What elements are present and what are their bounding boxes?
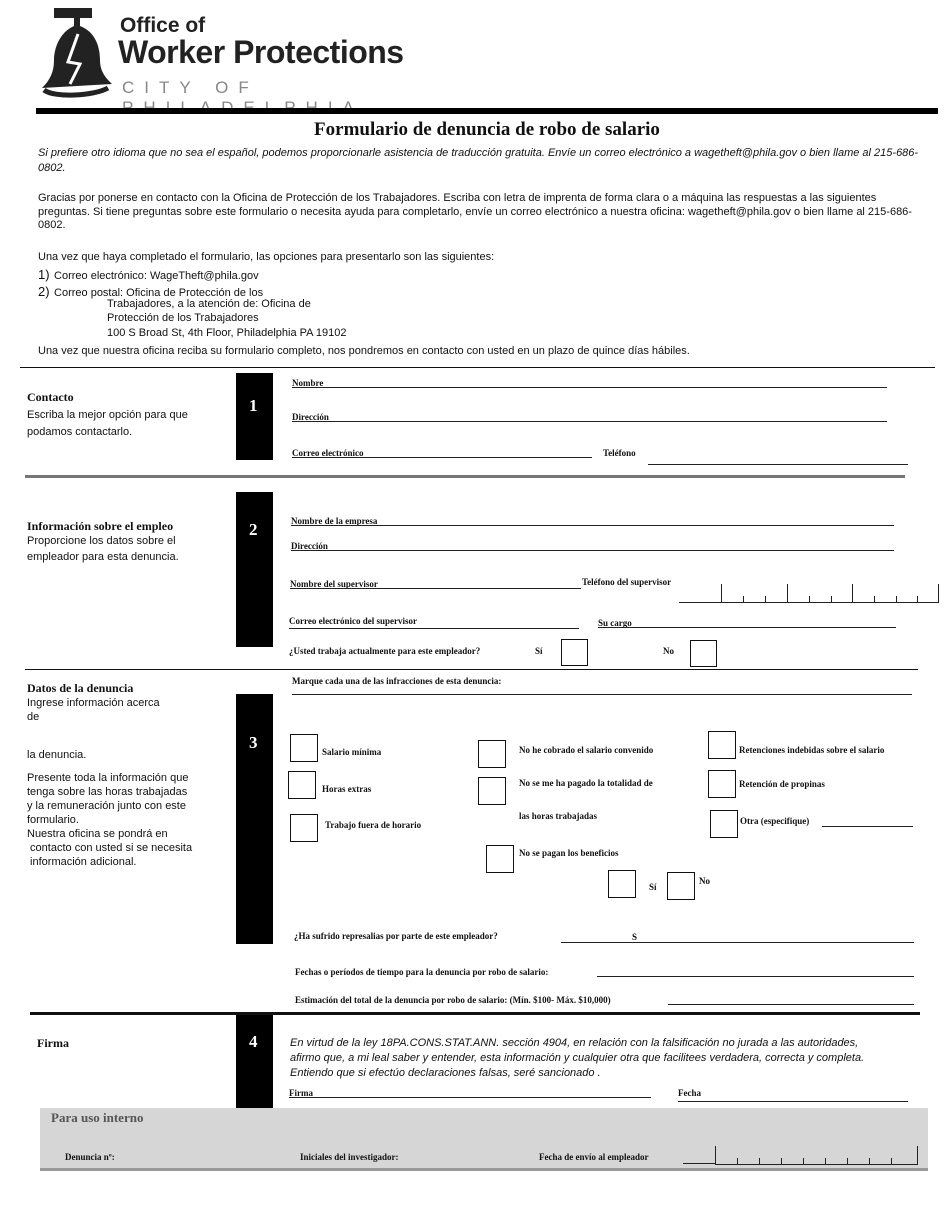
logo-worker-protections: Worker Protections (118, 34, 404, 70)
signature-field[interactable] (289, 1097, 651, 1098)
sent-date-lead (683, 1163, 715, 1164)
benefits-no-label: No (699, 876, 710, 886)
header-rule (36, 108, 938, 114)
translation-note: Si prefiere otro idioma que no sea el español, podemos proporcionarle asistencia de traducción gratuita. Envíe un correo electrónico a wagetheft@phila.gov o bien llame al 215-686-0802. (38, 147, 919, 174)
overtime-label: Horas extras (322, 784, 372, 794)
other-field[interactable] (822, 826, 913, 827)
benefits-label: No se pagan los beneficios (519, 848, 619, 858)
sent-date-field[interactable] (715, 1146, 918, 1165)
not-paid-hours-label-2: las horas trabajadas (519, 811, 598, 821)
supervisor-email-field[interactable] (289, 628, 579, 629)
divider (25, 475, 905, 478)
signature-label: Firma (289, 1088, 313, 1098)
supervisor-phone-label: Teléfono del supervisor (582, 577, 672, 587)
withheld-checkbox[interactable] (708, 731, 736, 759)
address-line-3: 100 S Broad St, 4th Floor, Philadelphia PA 19102 (107, 327, 347, 339)
benefits-checkbox[interactable] (486, 845, 514, 873)
section-3-desc: Ingrese información acerca de la denuncia. Presente toda la información que tenga sobre las horas trabajadas y la remuneración junto con este formulario. Nuestra oficina se pondrá en contacto con usted si se necesita información adicional. (27, 697, 193, 868)
not-paid-agreed-label: No he cobrado el salario convenido (519, 745, 654, 755)
section-2-desc: Proporcione los datos sobre el empleador para esta denuncia. (27, 535, 179, 563)
address-field[interactable] (292, 421, 887, 422)
investigator-label: Iniciales del investigador: (300, 1152, 399, 1162)
not-paid-hours-checkbox[interactable] (478, 777, 506, 805)
section-2-title: Información sobre el empleo (27, 519, 174, 533)
violations-instruction: Marque cada una de las infracciones de esta denuncia: (292, 676, 502, 686)
logo-office-of: Office of (120, 14, 206, 37)
violations-rule (292, 694, 912, 695)
company-field[interactable] (291, 525, 894, 526)
not-paid-hours-label: No se me ha pagado la totalidad de (519, 778, 653, 788)
min-wage-label: Salario mínima (322, 747, 382, 757)
name-field[interactable] (292, 387, 887, 388)
section-3-number: 3 (249, 733, 258, 752)
dates-field[interactable] (597, 976, 914, 977)
phone-label: Teléfono (603, 448, 636, 458)
employer-address-label: Dirección (291, 541, 328, 551)
option-email: 1) Correo electrónico: WageTheft@phila.gov (38, 267, 259, 282)
benefits-no-checkbox[interactable] (667, 872, 695, 900)
section-2-number: 2 (249, 520, 258, 539)
off-clock-label: Trabajo fuera de horario (325, 820, 422, 830)
name-label: Nombre (292, 378, 324, 388)
withheld-label: Retenciones indebidas sobre el salario (739, 745, 885, 755)
currently-employed-question: ¿Usted trabaja actualmente para este empleador? (289, 646, 481, 656)
sent-date-label: Fecha de envío al empleador (539, 1152, 649, 1162)
email-field[interactable] (292, 457, 592, 458)
not-paid-agreed-checkbox[interactable] (478, 740, 506, 768)
currently-yes-checkbox[interactable] (561, 639, 588, 666)
benefits-yes-label: Sí (649, 882, 657, 892)
section-1-number: 1 (249, 396, 258, 415)
tips-label: Retención de propinas (739, 779, 825, 789)
affirmation-text: En virtud de la ley 18PA.CONS.STAT.ANN. sección 4904, en relación con la falsificación no jurada a las autoridades, afirmo que, a mi leal saber y entender, esta información y cualquier otra que facilitees verdadera, correcta y completa. Entiendo que si efectúo declaraciones falsas, seré sancionado . (290, 1037, 865, 1079)
tips-checkbox[interactable] (708, 770, 736, 798)
benefits-yes-checkbox[interactable] (608, 870, 636, 898)
overtime-checkbox[interactable] (288, 771, 316, 799)
off-clock-checkbox[interactable] (290, 814, 318, 842)
section-2-bar (236, 492, 273, 647)
company-label: Nombre de la empresa (291, 516, 378, 526)
divider (20, 367, 935, 368)
followup-note: Una vez que nuestra oficina reciba su formulario completo, nos pondremos en contacto con usted en un plazo de quince días hábiles. (38, 345, 690, 357)
email-label: Correo electrónico (292, 448, 364, 458)
section-4-bar (236, 1015, 273, 1110)
section-4-title: Firma (37, 1036, 69, 1050)
date-label: Fecha (678, 1088, 701, 1098)
retaliation-question: ¿Ha sufrido represalias por parte de este empleador? (294, 931, 498, 941)
logo-city: CITY OF (122, 78, 259, 97)
other-checkbox[interactable] (710, 810, 738, 838)
section-3-bar (236, 694, 273, 944)
other-label: Otra (especifique) (740, 816, 810, 826)
role-label: Su cargo (598, 618, 632, 628)
section-1-title: Contacto (27, 390, 74, 404)
employer-address-field[interactable] (291, 550, 894, 551)
option-mail: 2) Correo postal: Oficina de Protección de los (38, 284, 264, 299)
estimate-field[interactable] (668, 1004, 914, 1005)
retaliation-field[interactable] (561, 942, 914, 943)
phone-field[interactable] (648, 464, 908, 465)
address-line-1: Trabajadores, a la atención de: Oficina de (107, 298, 311, 310)
address-label: Dirección (292, 412, 329, 422)
options-lead: Una vez que haya completado el formulario, las opciones para presentarlo son las siguientes: (38, 251, 495, 263)
page-title: Formulario de denuncia de robo de salario (314, 119, 660, 140)
supervisor-label: Nombre del supervisor (290, 579, 378, 589)
internal-use-title: Para uso interno (51, 1110, 144, 1125)
currently-no-label: No (663, 646, 674, 656)
role-field[interactable] (598, 627, 896, 628)
supervisor-email-label: Correo electrónico del supervisor (289, 616, 418, 626)
internal-use-panel (40, 1108, 928, 1171)
currently-no-checkbox[interactable] (690, 640, 717, 667)
complaint-number-label: Denuncia nº: (65, 1152, 115, 1162)
currently-yes-label: Sí (535, 646, 543, 656)
section-1-desc: Escriba la mejor opción para que podamos contactarlo. (27, 409, 188, 438)
section-4-number: 4 (249, 1032, 258, 1051)
supervisor-field[interactable] (290, 588, 581, 589)
retaliation-s: S (632, 932, 638, 942)
min-wage-checkbox[interactable] (290, 734, 318, 762)
estimate-label: Estimación del total de la denuncia por robo de salario: (Mín. $100- Máx. $10,000) (295, 995, 611, 1005)
section-3-title: Datos de la denuncia (27, 681, 134, 695)
divider (25, 669, 918, 670)
dates-label: Fechas o períodos de tiempo para la denuncia por robo de salario: (295, 967, 549, 977)
logo (34, 4, 504, 102)
liberty-bell-icon (34, 4, 120, 100)
section-1-bar (236, 373, 273, 460)
address-line-2: Protección de los Trabajadores (107, 312, 259, 324)
supervisor-phone-field[interactable] (679, 584, 939, 603)
intro-paragraph: Gracias por ponerse en contacto con la Oficina de Protección de los Trabajadores. Escriba con letra de imprenta de forma clara o a máquina las respuestas a las siguientes preguntas. Si tiene preguntas sobre este formulario o necesita ayuda para completarlo, envíe un correo electrónico a nuestra oficina: wagetheft@phila.gov o bien llame al 215-686-0802. (38, 192, 912, 231)
date-field[interactable] (678, 1101, 908, 1102)
divider (30, 1012, 920, 1015)
